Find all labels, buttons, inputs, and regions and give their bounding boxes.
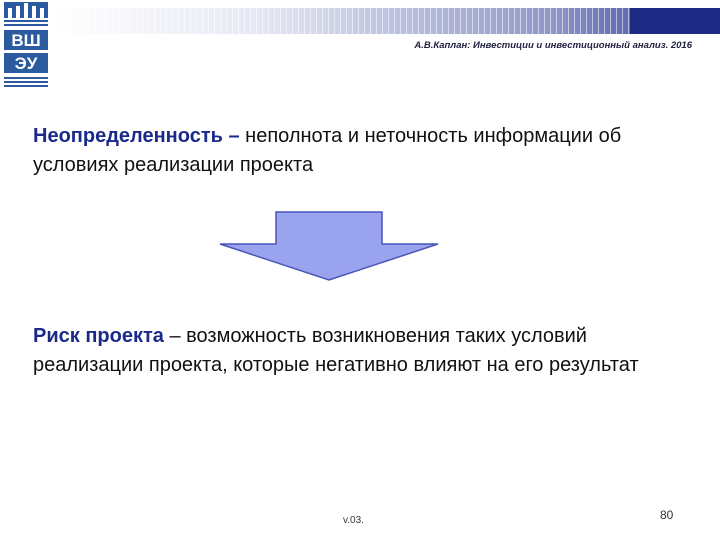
page-number: 80 <box>660 508 674 522</box>
header-caption: А.В.Каплан: Инвестиции и инвестиционный анализ. 2016 <box>414 40 692 51</box>
header-band-dark <box>630 8 720 34</box>
university-logo <box>0 0 52 94</box>
logo-letters-bottom: ЭУ <box>14 54 38 73</box>
logo-letters-top: ВШ <box>11 31 41 50</box>
definition-project-risk <box>33 322 673 380</box>
down-arrow-icon <box>218 210 440 282</box>
header-band <box>52 8 720 34</box>
version-label: v.03. <box>343 515 364 526</box>
logo-emblem-icon <box>0 0 52 94</box>
definition-project-risk-text: – возможность возникновения таких условий реализации проекта, которые негативно влияют на его результат <box>33 325 639 376</box>
definition-uncertainty <box>33 122 673 180</box>
term-uncertainty: Неопределенность – <box>33 125 240 147</box>
definition-uncertainty-text: неполнота и неточность информации об условиях реализации проекта <box>33 125 622 176</box>
term-project-risk: Риск проекта <box>33 325 164 347</box>
